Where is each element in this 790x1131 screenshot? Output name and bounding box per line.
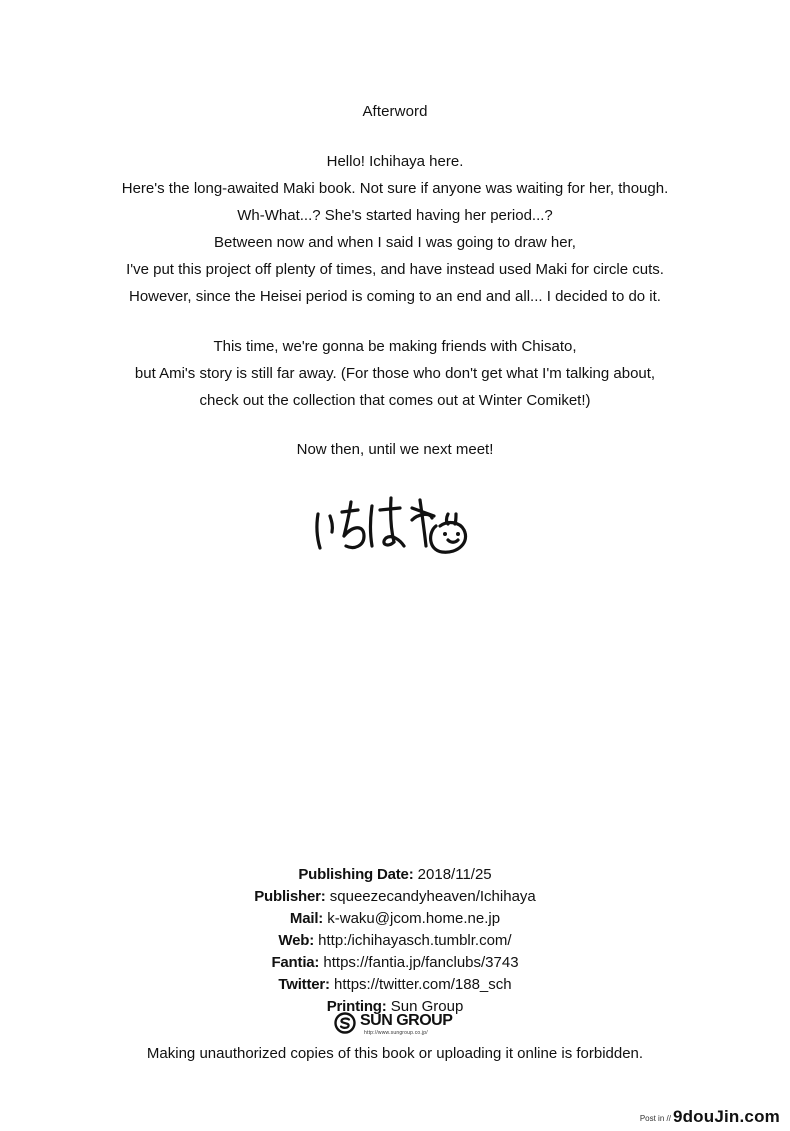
site-watermark <box>640 1105 780 1127</box>
colophon-value: Sun Group <box>390 998 464 1015</box>
sun-group-logo <box>334 1011 458 1041</box>
afterword-title: Afterword <box>362 103 428 120</box>
afterword-paragraph-2 <box>0 333 790 414</box>
colophon-value: squeezecandyheaven/Ichihaya <box>329 888 536 905</box>
afterword-line: but Ami's story is still far away. (For those who don't get what I'm talking about, <box>134 365 656 382</box>
afterword-line: check out the collection that comes out at Winter Comiket!) <box>199 392 591 409</box>
afterword-paragraph-3 <box>0 436 790 463</box>
colophon-value: https://twitter.com/188_sch <box>334 976 512 993</box>
sun-group-icon <box>334 1012 356 1034</box>
handwritten-signature <box>308 486 478 566</box>
colophon-label: Mail: <box>289 910 324 927</box>
colophon-publisher <box>0 886 790 908</box>
colophon-value: 2018/11/25 <box>417 866 492 883</box>
colophon-label: Printing: <box>326 998 387 1015</box>
afterword-line: Between now and when I said I was going to draw her, <box>214 234 576 251</box>
colophon-fantia <box>0 952 790 974</box>
colophon-label: Publishing Date: <box>298 866 414 883</box>
afterword-line: I've put this project off plenty of times, and have instead used Maki for circle cuts. <box>126 261 664 278</box>
afterword-line: Now then, until we next meet! <box>296 441 494 458</box>
afterword-line: However, since the Heisei period is coming to an end and all... I decided to do it. <box>129 288 661 305</box>
sun-group-logo-url: http://www.sungroup.co.jp/ <box>364 1030 428 1036</box>
colophon <box>0 864 790 1018</box>
afterword-line: Wh-What...? She's started having her period...? <box>237 207 553 224</box>
afterword-line: Here's the long-awaited Maki book. Not sure if anyone was waiting for her, though. <box>121 180 669 197</box>
afterword-line: This time, we're gonna be making friends with Chisato, <box>213 338 577 355</box>
sun-group-logo-text: SUN GROUP <box>360 1012 453 1029</box>
colophon-label: Fantia: <box>271 954 320 971</box>
colophon-web <box>0 930 790 952</box>
colophon-value: https://fantia.jp/fanclubs/3743 <box>323 954 519 971</box>
colophon-mail <box>0 908 790 930</box>
watermark-prefix: Post in // <box>639 1114 671 1123</box>
colophon-label: Publisher: <box>254 888 326 905</box>
copyright-notice: Making unauthorized copies of this book or uploading it online is forbidden. <box>146 1045 644 1062</box>
afterword-paragraph-1 <box>0 148 790 310</box>
colophon-label: Web: <box>278 932 314 949</box>
colophon-value: k-waku@jcom.home.ne.jp <box>327 910 501 927</box>
colophon-twitter <box>0 974 790 996</box>
colophon-publishing-date <box>0 864 790 886</box>
colophon-label: Twitter: <box>278 976 330 993</box>
watermark-brand: 9douJin.com <box>672 1107 780 1126</box>
colophon-value: http:/ichihayasch.tumblr.com/ <box>318 932 512 949</box>
afterword-line: Hello! Ichihaya here. <box>326 153 464 170</box>
